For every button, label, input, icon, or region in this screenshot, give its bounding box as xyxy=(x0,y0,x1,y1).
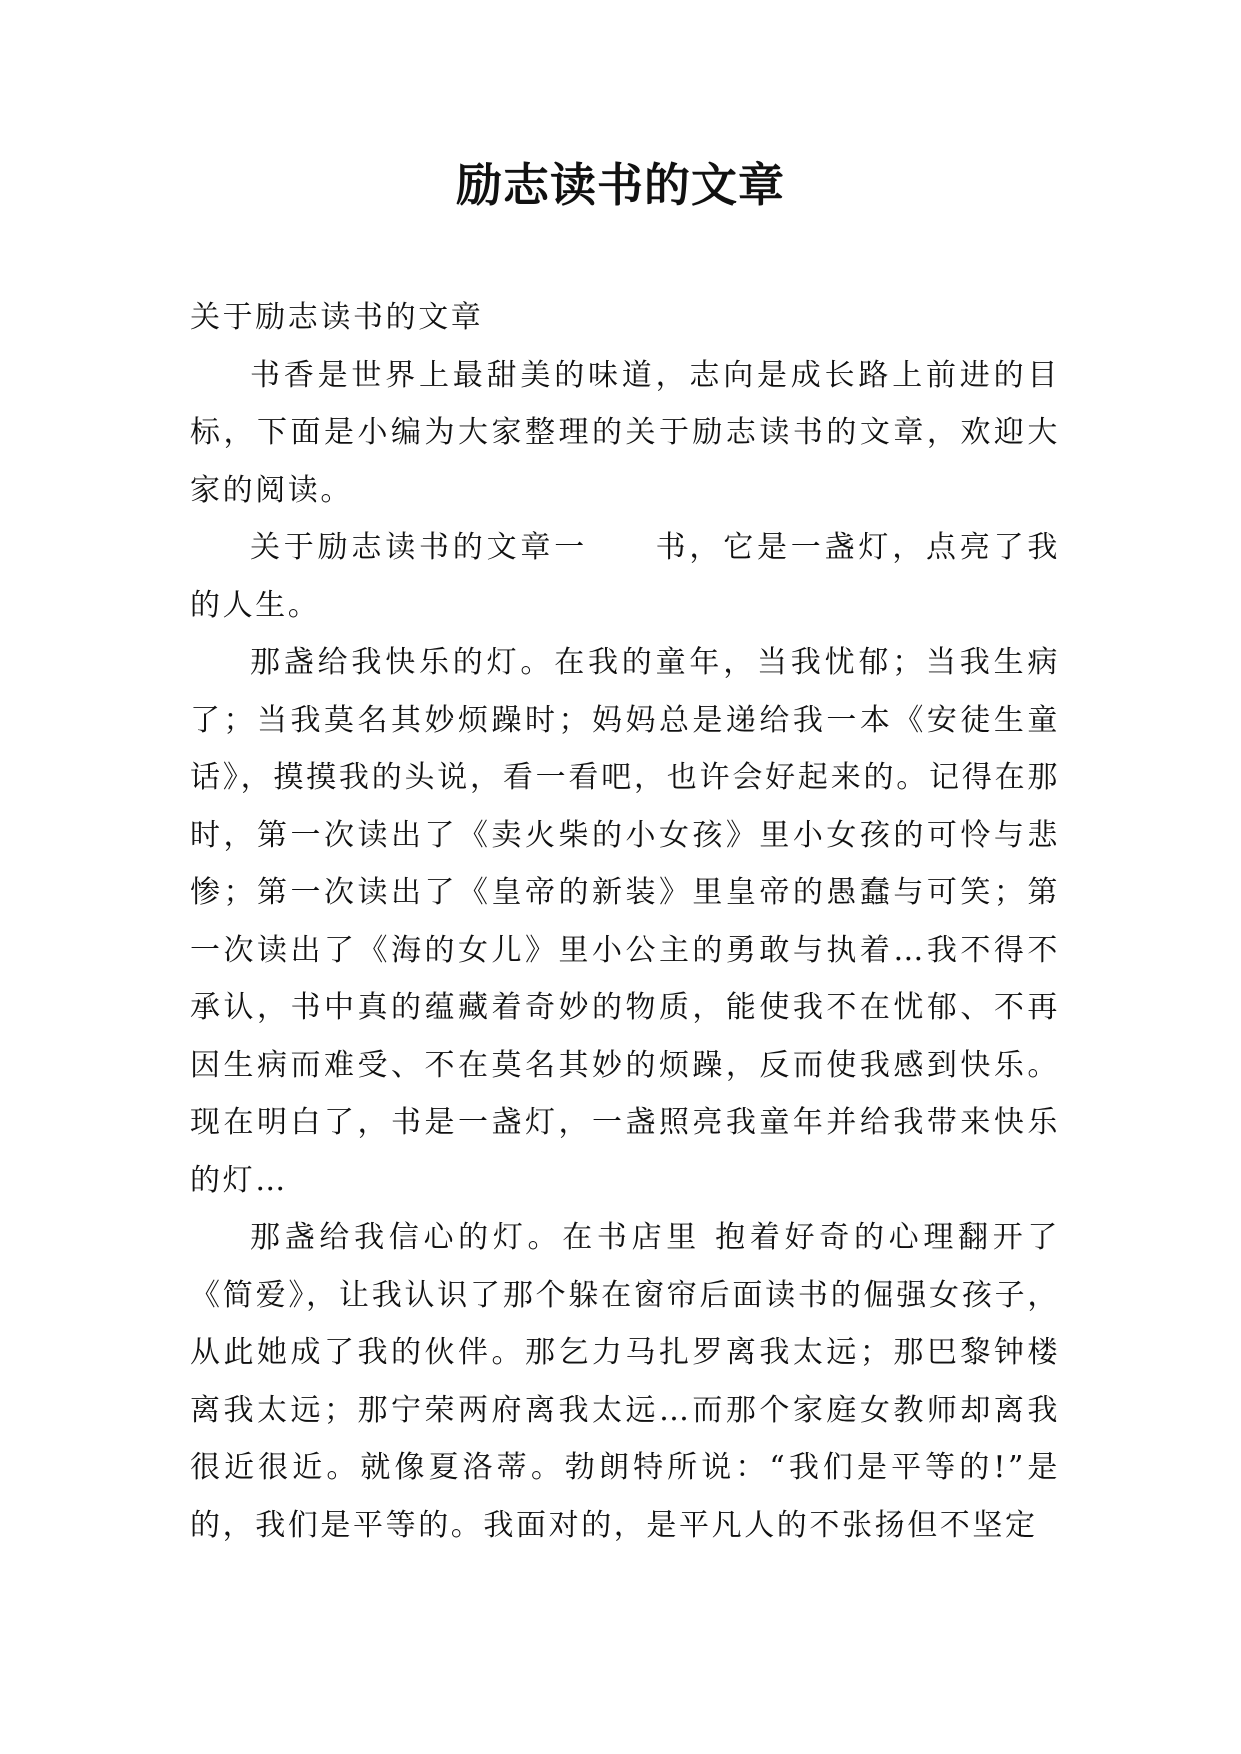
paragraph-subtitle: 关于励志读书的文章 xyxy=(190,300,484,335)
paragraph-article-one-heading: 关于励志读书的文章一 书，它是一盏灯，点亮了我的人生。 xyxy=(190,530,1060,623)
paragraph-intro: 书香是世界上最甜美的味道，志向是成长路上前进的目标，下面是小编为大家整理的关于励志读书的文章，欢迎大家的阅读。 xyxy=(190,357,1060,508)
document-body xyxy=(190,289,1060,1554)
document-title: 励志读书的文章 xyxy=(456,158,785,212)
paragraph-happy-lamp: 那盏给我快乐的灯。在我的童年，当我忧郁；当我生病了；当我莫名其妙烦躁时；妈妈总是递给我一本《安徒生童话》，摸摸我的头说，看一看吧，也许会好起来的。记得在那时，第一次读出了《卖火柴的小女孩》里小女孩的可怜与悲惨；第一次读出了《皇帝的新装》里皇帝的愚蠢与可笑；第一次读出了《海的女儿》里小公主的勇敢与执着…我不得不承认，书中真的蕴藏着奇妙的物质，能使我不在忧郁、不再因生病而难受、不在莫名其妙的烦躁，反而使我感到快乐。现在明白了，书是一盏灯，一盏照亮我童年并给我带来快乐的灯… xyxy=(190,645,1060,1198)
paragraph-confidence-lamp: 那盏给我信心的灯。在书店里 抱着好奇的心理翻开了《简爱》，让我认识了那个躲在窗帘后面读书的倔强女孩子，从此她成了我的伙伴。那乞力马扎罗离我太远；那巴黎钟楼离我太远；那宁荣两府离我太远…而那个家庭女教师却离我很近很近。就像夏洛蒂。勃朗特所说：“我们是平等的!”是的，我们是平等的。我面对的，是平凡人的不张扬但不坚定 xyxy=(190,1220,1060,1543)
